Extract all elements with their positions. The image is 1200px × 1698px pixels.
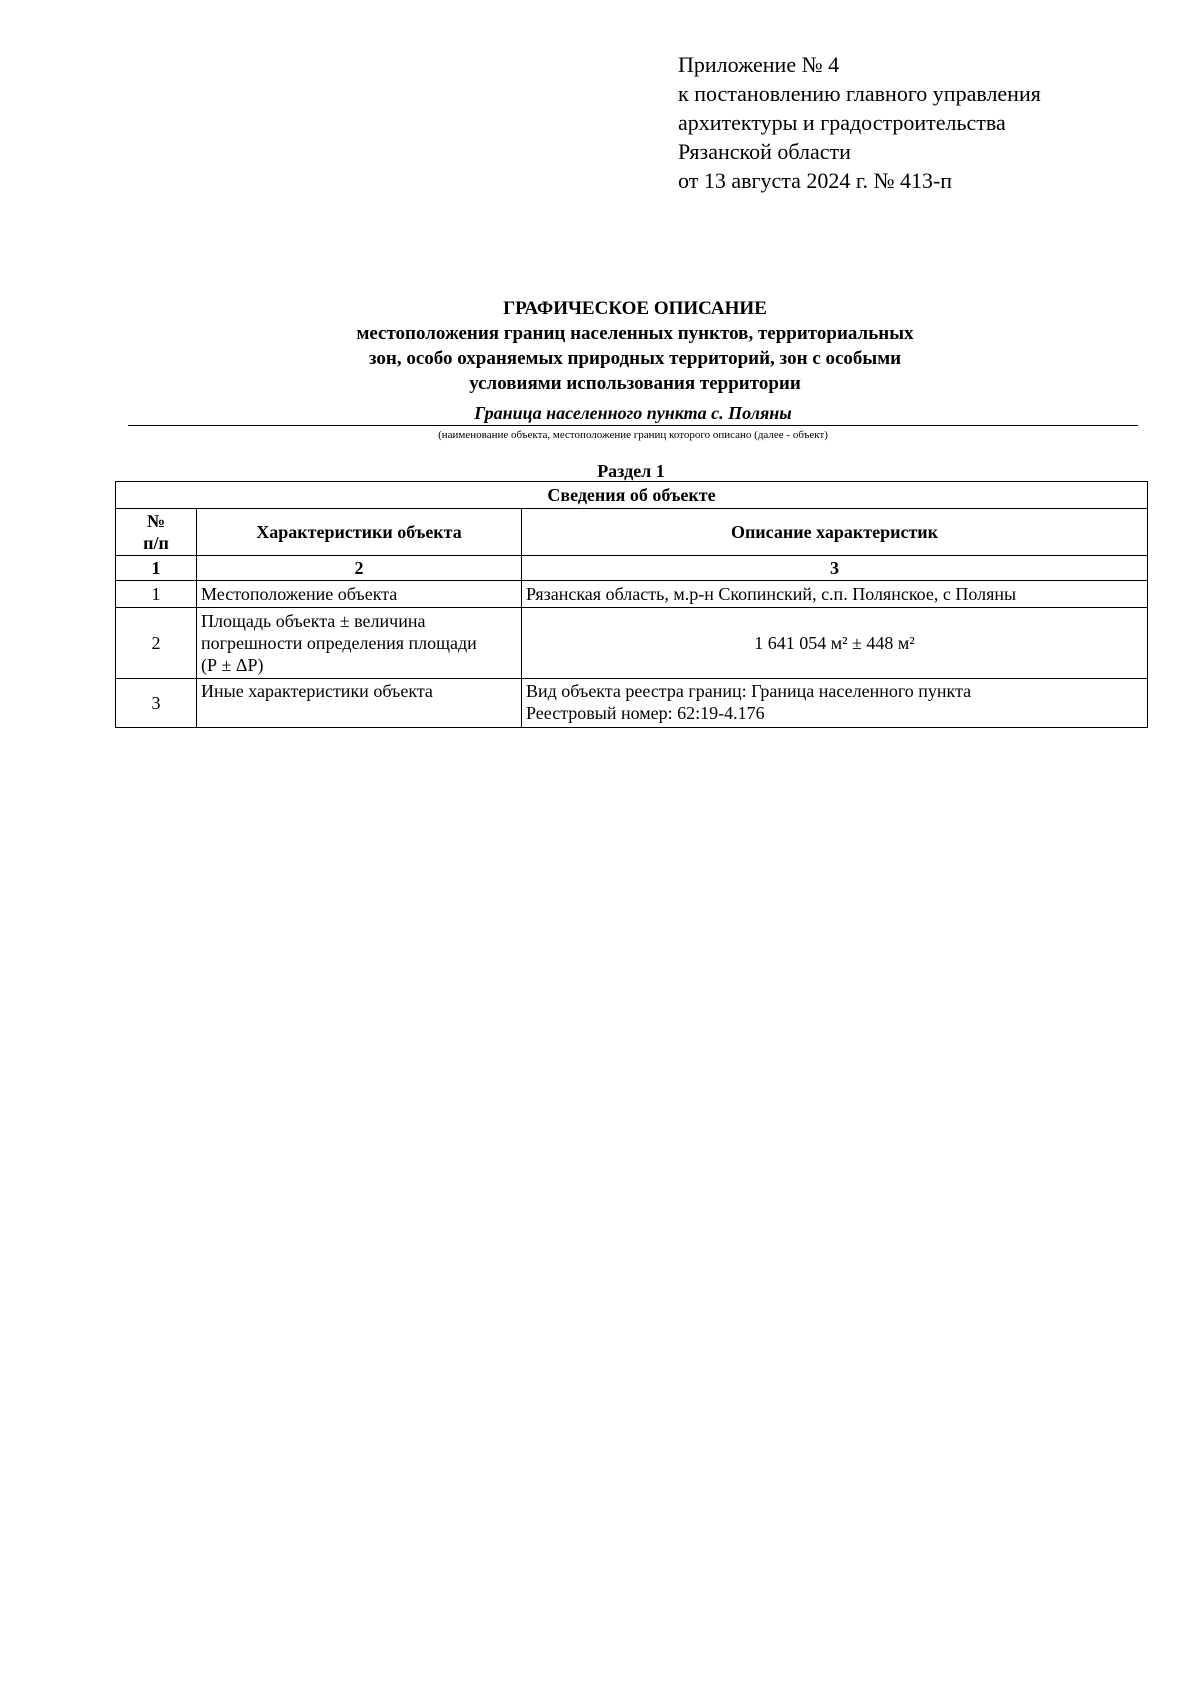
column-number: 1 [116, 556, 197, 581]
appendix-line: архитектуры и градостроительства [678, 110, 1006, 135]
row-description-line: Реестровый номер: 62:19-4.176 [526, 703, 765, 723]
appendix-line: Приложение № 4 [678, 52, 840, 77]
table-row [116, 581, 1148, 608]
table-caption: Сведения об объекте [116, 482, 1148, 509]
row-characteristic: Иные характеристики объекта [197, 679, 522, 728]
section-title: Раздел 1 [597, 461, 665, 481]
header-description: Описание характеристик [522, 509, 1148, 556]
appendix-line: к постановлению главного управления [678, 81, 1041, 106]
appendix-line: от 13 августа 2024 г. № 413-п [678, 168, 953, 193]
row-description-line: Вид объекта реестра границ: Граница населенного пункта [526, 681, 972, 701]
document-title: ГРАФИЧЕСКОЕ ОПИСАНИЕ [503, 298, 767, 319]
document-subtitle-line: зон, особо охраняемых природных территорий, зон с особыми [368, 348, 902, 369]
document-heading [120, 296, 1150, 396]
document-subtitle-line: местоположения границ населенных пунктов, территориальных [356, 323, 914, 344]
appendix-block [678, 50, 1158, 195]
table-row [116, 679, 1148, 728]
object-name: Граница населенного пункта с. Поляны [474, 403, 792, 423]
column-number: 2 [197, 556, 522, 581]
row-number: 1 [116, 581, 197, 608]
object-name-caption: (наименование объекта, местоположение границ которого описано (далее - объект) [438, 429, 828, 441]
table-row [116, 608, 1148, 679]
table-caption-row [116, 482, 1148, 509]
appendix-line: Рязанской области [678, 139, 851, 164]
row-number: 3 [116, 679, 197, 728]
row-number: 2 [116, 608, 197, 679]
row-description: Рязанская область, м.р-н Скопинский, с.п. Полянское, с Поляны [522, 581, 1148, 608]
row-characteristic-line: погрешности определения площади [201, 633, 477, 653]
document-subtitle-line: условиями использования территории [469, 373, 801, 394]
row-description: 1 641 054 м² ± 448 м² [522, 608, 1148, 679]
row-characteristic [197, 608, 522, 679]
header-characteristic: Характеристики объекта [197, 509, 522, 556]
row-characteristic-line: (Р ± ΔР) [201, 655, 264, 675]
column-number-row [116, 556, 1148, 581]
table-header-row [116, 509, 1148, 556]
row-characteristic-line: Площадь объекта ± величина [201, 611, 426, 631]
header-number [116, 509, 197, 556]
object-info-table [115, 481, 1148, 728]
column-number: 3 [522, 556, 1148, 581]
row-characteristic: Местоположение объекта [197, 581, 522, 608]
header-number-line: № [146, 511, 166, 531]
row-description [522, 679, 1148, 728]
object-name-underline [128, 425, 1138, 426]
header-number-line: п/п [143, 533, 169, 553]
